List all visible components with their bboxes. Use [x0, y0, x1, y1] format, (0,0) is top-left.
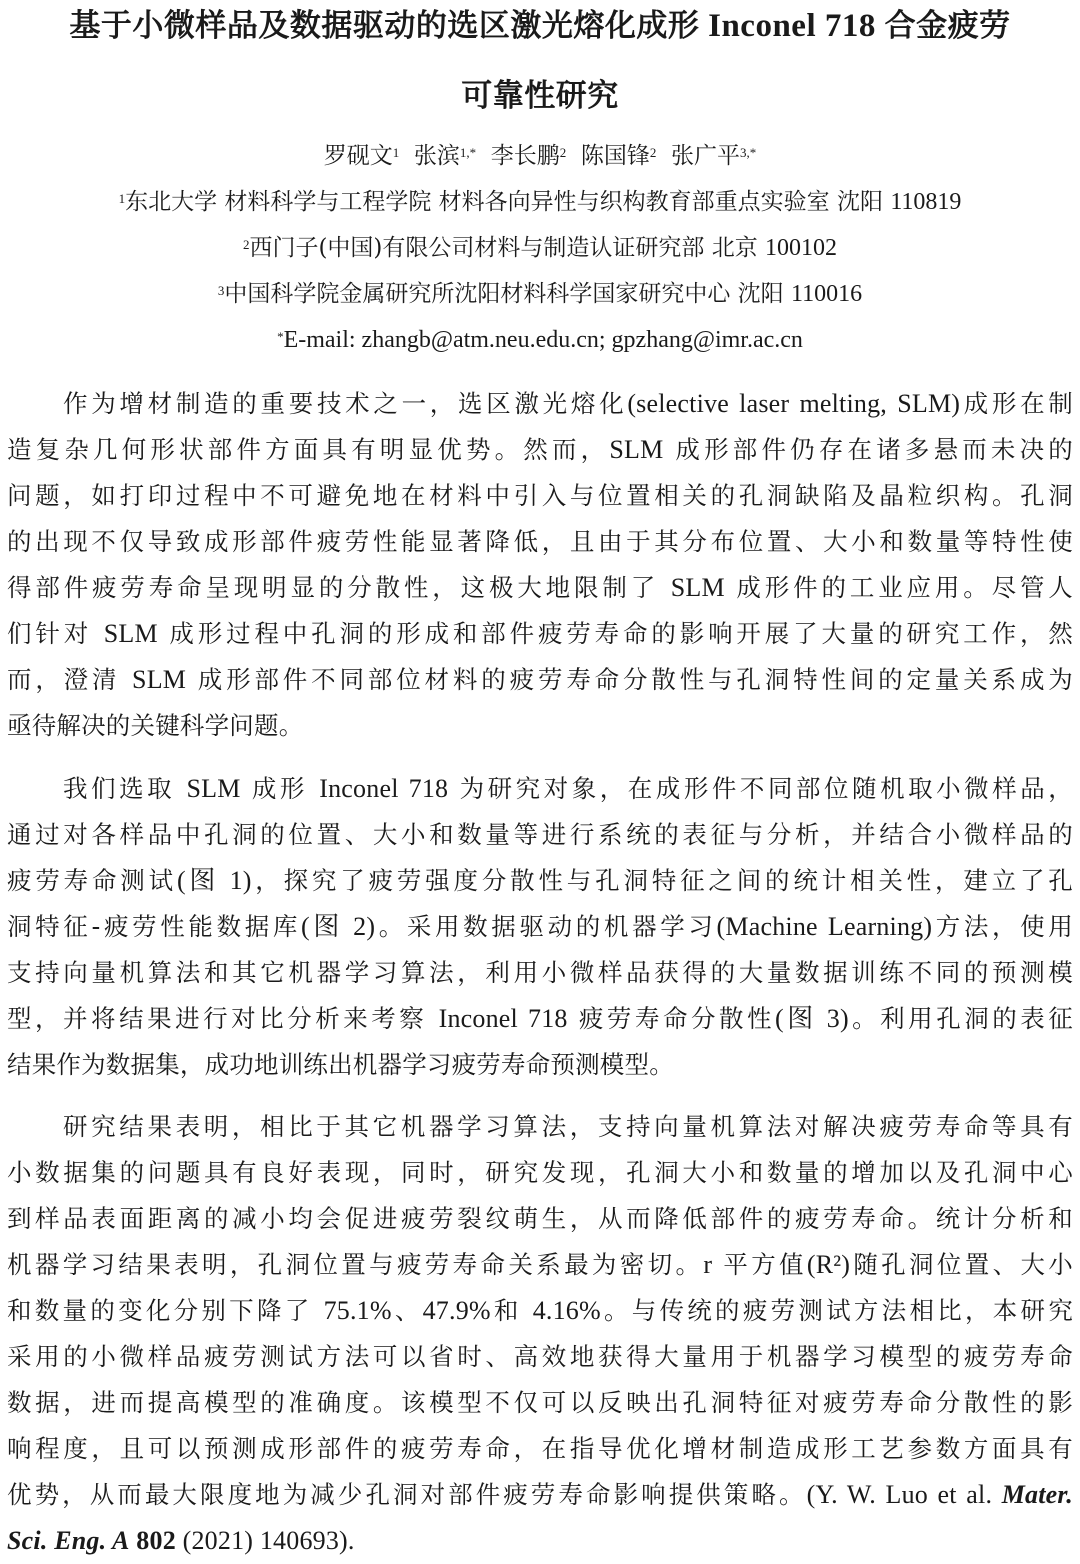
text-line: 数据，进而提高模型的准确度。该模型不仅可以反映出孔洞特征对疲劳寿命分散性的影: [7, 1388, 1073, 1417]
text-line: 支持向量机算法和其它机器学习算法，利用小微样品获得的大量数据训练不同的预测模: [7, 958, 1073, 987]
text-line: 洞特征-疲劳性能数据库(图 2)。采用数据驱动的机器学习(Machine Learning)方法，使用: [7, 912, 1073, 941]
paragraph-introduction: [7, 381, 1073, 749]
paper-title-line-2: 可靠性研究: [461, 78, 619, 114]
text-line: 型，并将结果进行对比分析来考察 Inconel 718 疲劳寿命分散性(图 3)。利用孔洞的表征: [7, 1004, 1073, 1033]
text-line: 的出现不仅导致成形部件疲劳性能显著降低，且由于其分布位置、大小和数量等特性使: [7, 527, 1073, 556]
paper-title-line-1: [0, 4, 1080, 48]
affiliation-2: $^2$西门子(中国)有限公司材料与制造认证研究部 北京 100102: [242, 235, 838, 261]
citation-volume: 802: [129, 1526, 176, 1555]
author: 罗砚文$^1$: [323, 143, 400, 169]
title-latin: Inconel 718: [699, 8, 885, 44]
text-line: 研究结果表明，相比于其它机器学习算法，支持向量机算法对解决疲劳寿命等具有: [63, 1112, 1073, 1141]
text-line: 我们选取 SLM 成形 Inconel 718 为研究对象，在成形件不同部位随机取小微样品，: [63, 774, 1073, 803]
text-line: 造复杂几何形状部件方面具有明显优势。然而，SLM 成形部件仍存在诸多悬而未决的: [7, 435, 1073, 464]
citation-journal: Sci. Eng. A: [7, 1526, 130, 1555]
author: 张广平$^{3,*}$: [671, 143, 757, 169]
text-line: 采用的小微样品疲劳测试方法可以省时、高效地获得大量用于机器学习模型的疲劳寿命: [7, 1342, 1073, 1371]
author: 陈国锋$^2$: [580, 143, 657, 169]
affiliation-3: $^3$中国科学院金属研究所沈阳材料科学国家研究中心 沈阳 110016: [217, 281, 863, 307]
text-line: 问题，如打印过程中不可避免地在材料中引入与位置相关的孔洞缺陷及晶粒织构。孔洞: [7, 481, 1073, 510]
text-line: 得部件疲劳寿命呈现明显的分散性，这极大地限制了 SLM 成形件的工业应用。尽管人: [7, 573, 1073, 602]
text-line: 机器学习结果表明，孔洞位置与疲劳寿命关系最为密切。r 平方值(R²)随孔洞位置、大小: [7, 1250, 1073, 1279]
text-line: 小数据集的问题具有良好表现，同时，研究发现，孔洞大小和数量的增加以及孔洞中心: [7, 1158, 1073, 1187]
text-line: 疲劳寿命测试(图 1)，探究了疲劳强度分散性与孔洞特征之间的统计相关性，建立了孔: [7, 866, 1073, 895]
text-line: 响程度，且可以预测成形部件的疲劳寿命，在指导优化增材制造成形工艺参数方面具有: [7, 1434, 1073, 1463]
text-line: 结果作为数据集，成功地训练出机器学习疲劳寿命预测模型。: [7, 1050, 674, 1079]
text-line: 亟待解决的关键科学问题。: [7, 711, 304, 740]
paragraph-methods: [7, 766, 1073, 1088]
title-cn-a: 基于小微样品及数据驱动的选区激光熔化成形: [69, 8, 700, 44]
text-line: 们针对 SLM 成形过程中孔洞的形成和部件疲劳寿命的影响开展了大量的研究工作，然: [7, 619, 1073, 648]
author: 张滨$^{1,*}$: [413, 143, 477, 169]
citation-line: [7, 1518, 1073, 1564]
text-line: 到样品表面距离的减小均会促进疲劳裂纹萌生，从而降低部件的疲劳寿命。统计分析和: [7, 1204, 1073, 1233]
text-line: 优势，从而最大限度地为减少孔洞对部件疲劳寿命影响提供策略。(Y. W. Luo et al. Mater.: [7, 1480, 1073, 1509]
paragraph-results: [7, 1104, 1073, 1564]
author-list: [0, 138, 1080, 174]
affiliation-1: $^1$东北大学 材料科学与工程学院 材料各向异性与织构教育部重点实验室 沈阳 110819: [118, 189, 962, 215]
author: 李长鹏$^2$: [490, 143, 567, 169]
text-line: 和数量的变化分别下降了 75.1%、47.9%和 4.16%。与传统的疲劳测试方法相比，本研究: [7, 1296, 1073, 1325]
text-line: 作为增材制造的重要技术之一，选区激光熔化(selective laser melting, SLM)成形在制: [63, 389, 1073, 418]
title-cn-b: 合金疲劳: [884, 8, 1011, 44]
corresponding-email: *E-mail: zhangb@atm.neu.edu.cn; gpzhang@imr.ac.cn: [277, 327, 803, 353]
citation-rest: (2021) 140693).: [175, 1526, 355, 1555]
text-line: 而，澄清 SLM 成形部件不同部位材料的疲劳寿命分散性与孔洞特性间的定量关系成为: [7, 665, 1073, 694]
text-line: 通过对各样品中孔洞的位置、大小和数量等进行系统的表征与分析，并结合小微样品的: [7, 820, 1073, 849]
